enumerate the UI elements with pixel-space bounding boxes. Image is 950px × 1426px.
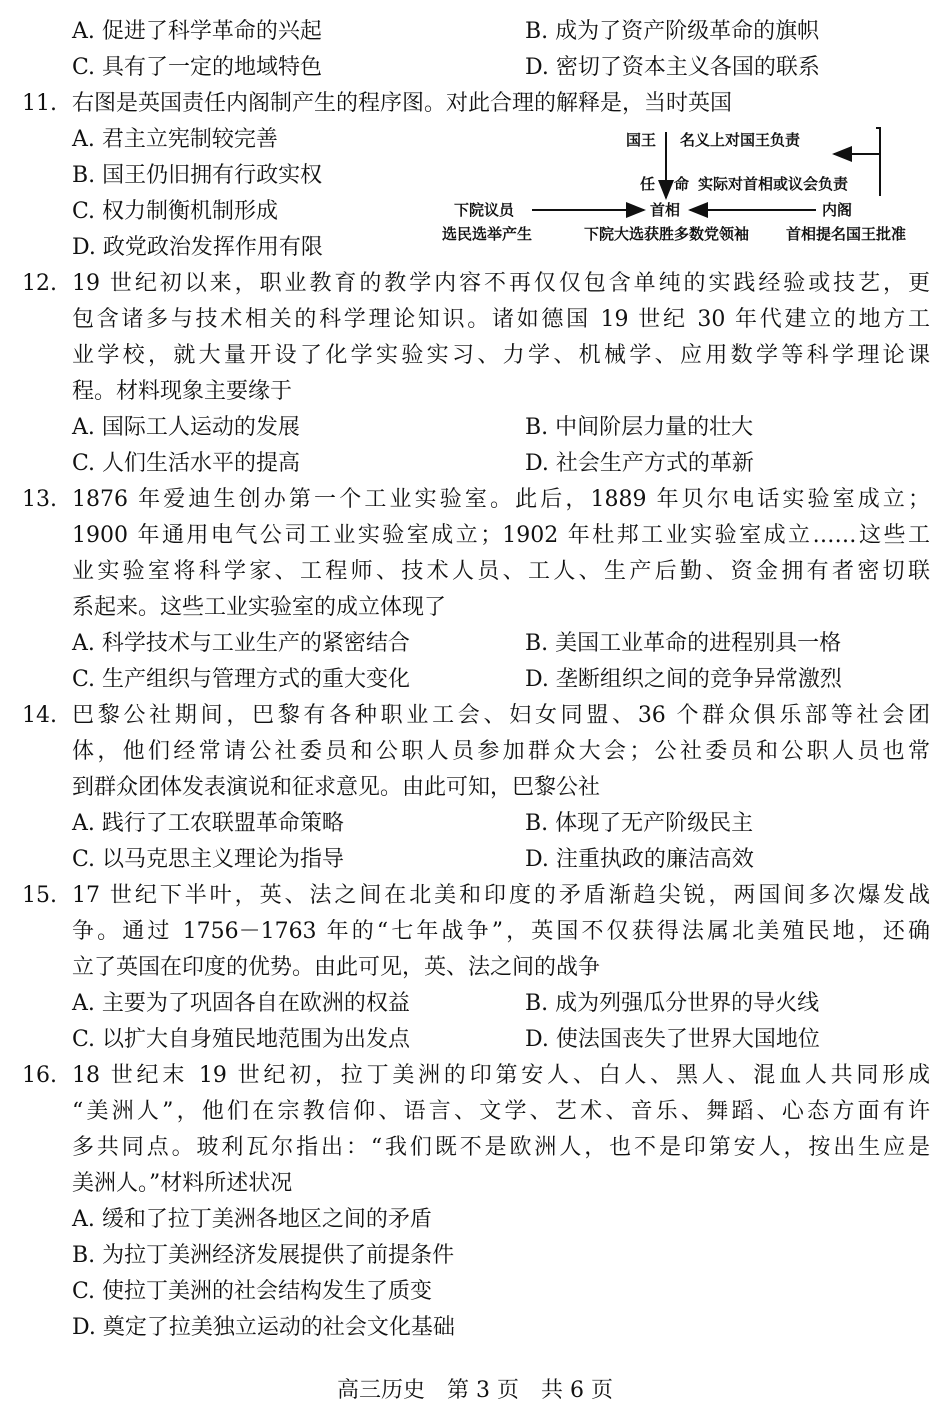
- q12-stem-line-4: 程。材料现象主要缘于: [72, 379, 293, 404]
- label-appoint-2: 命: [674, 175, 690, 193]
- label-actual: 实际对首相或议会负责: [698, 175, 849, 193]
- q15-option-a: A. 主要为了巩固各自在欧洲的权益: [72, 991, 410, 1016]
- q11-stem: 右图是英国责任内阁制产生的程序图。对此合理的解释是，当时英国: [72, 91, 733, 116]
- q15-option-c: C. 以扩大自身殖民地范围为出发点: [72, 1027, 411, 1052]
- q14-stem-line-3: 到群众团体发表演说和征求意见。由此可知，巴黎公社: [72, 775, 601, 800]
- q16-option-b: B. 为拉丁美洲经济发展提供了前提条件: [72, 1243, 455, 1268]
- q14-stem-line-2: 体，他们经常请公社委员和公职人员参加群众大会；公社委员和公职人员也常: [72, 739, 930, 764]
- q14-stem-line-1: 巴黎公社期间，巴黎有各种职业工会、妇女同盟、36 个群众俱乐部等社会团: [72, 703, 930, 728]
- q15-stem-line-2: 争。通过 1756－1763 年的“七年战争”，英国不仅获得法属北美殖民地，还确: [72, 919, 930, 944]
- page-footer: 高三历史 第 3 页 共 6 页: [337, 1378, 613, 1403]
- q12-stem-line-2: 包含诸多与技术相关的科学理论知识。诸如德国 19 世纪 30 年代建立的地方工: [72, 307, 930, 332]
- q13-option-a: A. 科学技术与工业生产的紧密结合: [72, 631, 410, 656]
- q16-stem-line-3: 多共同点。玻利瓦尔指出：“我们既不是欧洲人，也不是印第安人，按出生应是: [72, 1135, 930, 1160]
- q15-stem-line-1: 17 世纪下半叶，英、法之间在北美和印度的矛盾渐趋尖锐，两国间多次爆发战: [72, 883, 930, 908]
- q14-option-a: A. 践行了工农联盟革命策略: [72, 811, 344, 836]
- q10-option-c: C. 具有了一定的地域特色: [72, 55, 323, 80]
- q13-stem-line-4: 系起来。这些工业实验室的成立体现了: [72, 595, 447, 620]
- label-king: 国王: [626, 131, 657, 149]
- q13-number: 13.: [22, 487, 57, 512]
- q13-stem-line-1: 1876 年爱迪生创办第一个工业实验室。此后，1889 年贝尔电话实验室成立；: [72, 487, 930, 512]
- label-commons-member: 下院议员: [454, 201, 515, 219]
- q11-option-b: B. 国王仍旧拥有行政实权: [72, 163, 323, 188]
- q12-option-d: D. 社会生产方式的革新: [525, 451, 754, 476]
- label-nominal: 名义上对国王负责: [680, 131, 801, 149]
- q12-option-a: A. 国际工人运动的发展: [72, 415, 300, 440]
- q16-option-a: A. 缓和了拉丁美洲各地区之间的矛盾: [72, 1207, 432, 1232]
- label-appoint-1: 任: [640, 175, 656, 193]
- loop-line: [876, 128, 880, 196]
- label-elected: 选民选举产生: [442, 225, 533, 243]
- q10-option-b: B. 成为了资产阶级革命的旗帜: [525, 19, 820, 44]
- q14-option-c: C. 以马克思主义理论为指导: [72, 847, 345, 872]
- q11-option-c: C. 权力制衡机制形成: [72, 199, 279, 224]
- q13-option-b: B. 美国工业革命的进程别具一格: [525, 631, 842, 656]
- q12-number: 12.: [22, 271, 57, 296]
- q16-stem-line-2: “美洲人”，他们在宗教信仰、语言、文学、艺术、音乐、舞蹈、心态方面有许: [72, 1099, 930, 1124]
- q10-option-d: D. 密切了资本主义各国的联系: [525, 55, 820, 80]
- q11-number: 11.: [22, 91, 57, 116]
- cabinet-system-diagram: [440, 124, 940, 254]
- q10-option-a: A. 促进了科学革命的兴起: [72, 19, 322, 44]
- q15-stem-line-3: 立了英国在印度的优势。由此可见，英、法之间的战争: [72, 955, 601, 980]
- q16-option-c: C. 使拉丁美洲的社会结构发生了质变: [72, 1279, 433, 1304]
- q13-option-d: D. 垄断组织之间的竞争异常激烈: [525, 667, 842, 692]
- q13-option-c: C. 生产组织与管理方式的重大变化: [72, 667, 411, 692]
- label-majority-leader: 下院大选获胜多数党领袖: [584, 225, 750, 243]
- q15-option-b: B. 成为列强瓜分世界的导火线: [525, 991, 820, 1016]
- q16-number: 16.: [22, 1063, 57, 1088]
- q13-stem-line-3: 业实验室将科学家、工程师、技术人员、工人、生产后勤、资金拥有者密切联: [72, 559, 930, 584]
- q15-option-d: D. 使法国丧失了世界大国地位: [525, 1027, 820, 1052]
- q16-option-d: D. 奠定了拉美独立运动的社会文化基础: [72, 1315, 455, 1340]
- q14-option-b: B. 体现了无产阶级民主: [525, 811, 754, 836]
- q15-number: 15.: [22, 883, 57, 908]
- q12-stem-line-1: 19 世纪初以来，职业教育的教学内容不再仅仅包含单纯的实践经验或技艺，更: [72, 271, 930, 296]
- q12-option-b: B. 中间阶层力量的壮大: [525, 415, 754, 440]
- q12-stem-line-3: 业学校，就大量开设了化学实验实习、力学、机械学、应用数学等科学理论课: [72, 343, 930, 368]
- label-nominated: 首相提名国王批准: [786, 225, 907, 243]
- q14-number: 14.: [22, 703, 57, 728]
- q16-stem-line-1: 18 世纪末 19 世纪初，拉丁美洲的印第安人、白人、黑人、混血人共同形成: [72, 1063, 930, 1088]
- q11-option-a: A. 君主立宪制较完善: [72, 127, 278, 152]
- q11-option-d: D. 政党政治发挥作用有限: [72, 235, 323, 260]
- q16-stem-line-4: 美洲人。”材料所述状况: [72, 1171, 293, 1196]
- q12-option-c: C. 人们生活水平的提高: [72, 451, 301, 476]
- q13-stem-line-2: 1900 年通用电气公司工业实验室成立；1902 年杜邦工业实验室成立……这些工: [72, 523, 930, 548]
- q14-option-d: D. 注重执政的廉洁高效: [525, 847, 754, 872]
- label-pm: 首相: [650, 201, 681, 219]
- label-cabinet: 内阁: [822, 201, 853, 219]
